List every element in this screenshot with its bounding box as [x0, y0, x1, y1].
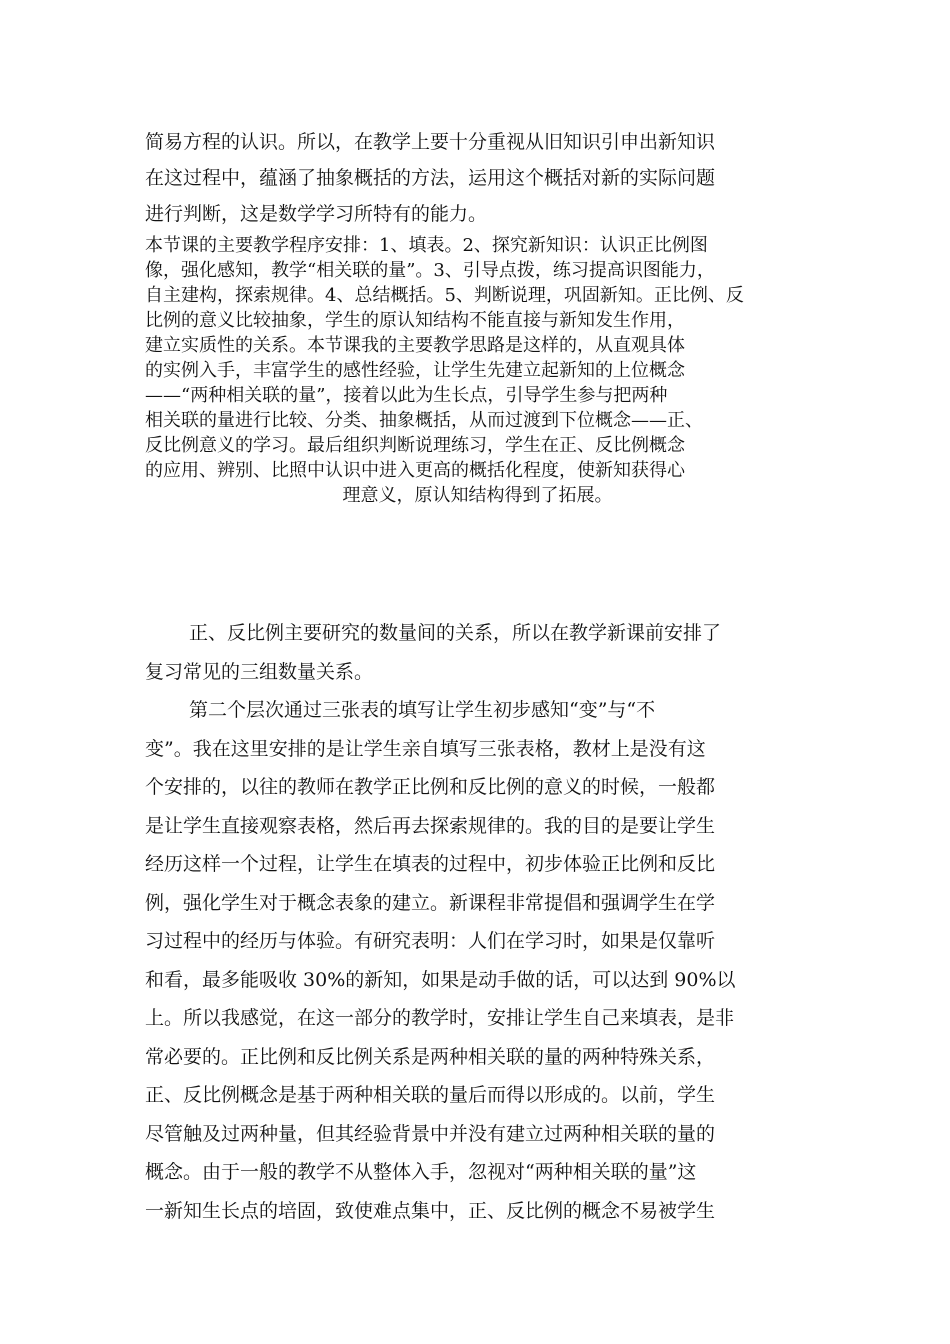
- text-line: 在这过程中，蕴涵了抽象概括的方法，运用这个概括对新的实际问题: [145, 167, 716, 189]
- paragraph-top: [145, 124, 810, 232]
- text-line: 常必要的。正比例和反比例关系是两种相关联的量的两种特殊关系，: [145, 1045, 716, 1068]
- text-line: 简易方程的认识。所以，在教学上要十分重视从旧知识引申出新知识: [145, 131, 716, 153]
- text-line: 进行判断，这是数学学习所特有的能力。: [145, 203, 488, 225]
- text-line: 变”。我在这里安排的是让学生亲自填写三张表格，教材上是没有这: [145, 737, 706, 760]
- text-line: 概念。由于一般的教学不从整体入手，忽视对“两种相关联的量”这: [145, 1161, 697, 1183]
- text-line: 像，强化感知，教学“相关联的量”。3、引导点拨，练习提高识图能力，: [145, 260, 715, 281]
- text-line: 的实例入手，丰富学生的感性经验，让学生先建立起新知的上位概念: [145, 360, 685, 381]
- text-line: 相关联的量进行比较、分类、抽象概括，从而过渡到下位概念——正、: [145, 410, 703, 431]
- text-line: 和看，最多能吸收 30%的新知，如果是动手做的话，可以达到 90%以: [145, 968, 736, 991]
- text-line: 自主建构，探索规律。4、总结概括。5、判断说理，巩固新知。正比例、反: [145, 285, 744, 306]
- text-line: 比例的意义比较抽象，学生的原认知结构不能直接与新知发生作用，: [145, 310, 685, 331]
- text-line: 上。所以我感觉，在这一部分的教学时，安排让学生自己来填表，是非: [145, 1007, 735, 1029]
- text-line: 例，强化学生对于概念表象的建立。新课程非常提倡和强调学生在学: [145, 891, 716, 914]
- text-line: 正、反比例概念是基于两种相关联的量后而得以形成的。以前，学生: [145, 1084, 716, 1106]
- text-line: 经历这样一个过程，让学生在填表的过程中，初步体验正比例和反比: [145, 853, 716, 875]
- text-line: 习过程中的经历与体验。有研究表明：人们在学习时，如果是仅靠听: [145, 930, 716, 952]
- paragraph-review: [145, 614, 810, 691]
- text-line: 正、反比例主要研究的数量间的关系，所以在教学新课前安排了: [189, 622, 722, 644]
- text-line: 理意义，原认知结构得到了拓展。: [342, 485, 613, 506]
- text-line: ——“两种相关联的量”，接着以此为生长点，引导学生参与把两种: [145, 385, 668, 406]
- text-line: 的应用、辨别、比照中认识中进入更高的概括化程度，使新知获得心: [145, 460, 685, 481]
- text-line: 复习常见的三组数量关系。: [145, 660, 374, 683]
- paragraph-summary: [145, 233, 810, 508]
- text-line: 反比例意义的学习。最后组织判断说理练习，学生在正、反比例概念: [145, 435, 685, 456]
- text-line: 第二个层次通过三张表的填写让学生初步感知“变”与“不: [189, 699, 656, 721]
- text-line: 一新知生长点的培固，致使难点集中，正、反比例的概念不易被学生: [145, 1199, 716, 1222]
- text-line: 是让学生直接观察表格，然后再去探索规律的。我的目的是要让学生: [145, 814, 716, 837]
- text-line: 建立实质性的关系。本节课我的主要教学思路是这样的，从直观具体: [145, 335, 685, 356]
- text-line: 个安排的，以往的教师在教学正比例和反比例的意义的时候，一般都: [145, 776, 716, 798]
- text-line: 尽管触及过两种量，但其经验背景中并没有建立过两种相关联的量的: [145, 1122, 716, 1145]
- paragraph-second-level: [145, 691, 810, 1230]
- text-line: 本节课的主要教学程序安排：1、填表。2、探究新知识：认识正比例图: [145, 235, 708, 256]
